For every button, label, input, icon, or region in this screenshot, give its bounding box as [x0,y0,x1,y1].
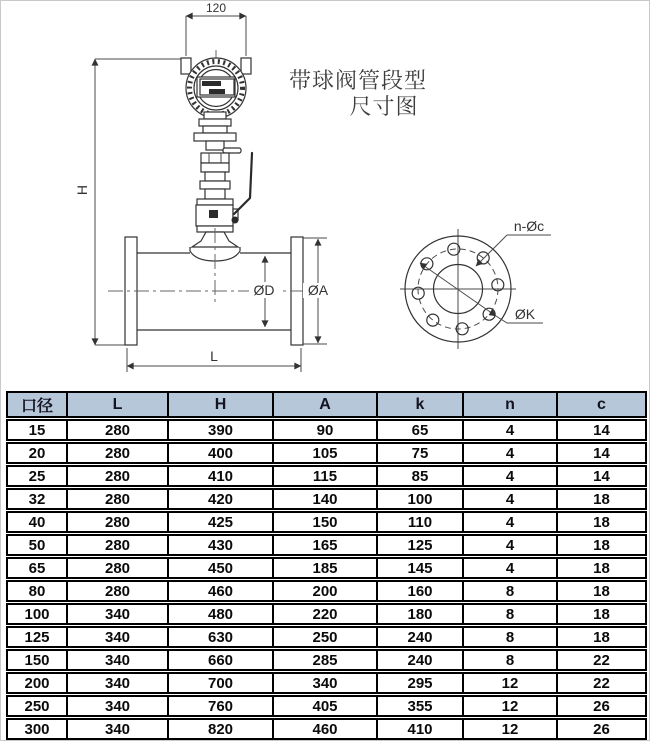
table-cell: 340 [66,603,167,625]
table-cell: 340 [272,672,376,694]
table-cell: 4 [462,419,556,441]
table-header-cell: k [376,391,462,418]
table-header-cell: n [462,391,556,418]
table-cell: 280 [66,419,167,441]
table-row [6,419,647,441]
table-row [6,672,647,694]
table-cell: 14 [556,419,647,441]
table-cell: 12 [462,718,556,740]
table-cell: 18 [556,511,647,533]
table-row [6,626,647,648]
table-row [6,488,647,510]
table-row [6,511,647,533]
drawing-title-line1: 带球阀管段型 [288,68,428,93]
table-cell: 145 [376,557,462,579]
table-row [6,718,647,740]
table-cell: 8 [462,603,556,625]
table-cell: 400 [167,442,272,464]
table-cell: 8 [462,580,556,602]
petcock-handle [223,148,241,153]
table-cell: 280 [66,442,167,464]
drawing-title [289,68,427,119]
table-cell: 12 [462,695,556,717]
table-row [6,649,647,671]
hex-nut-upper [201,153,229,163]
table-cell: 390 [167,419,272,441]
table-cell: 280 [66,557,167,579]
table-cell: 150 [6,649,66,671]
table-header-cell: 口径 [6,391,66,418]
table-cell: 80 [6,580,66,602]
table-cell: 100 [376,488,462,510]
table-row [6,695,647,717]
table-cell: 25 [6,465,66,487]
table-cell: 410 [376,718,462,740]
head-left-ear [181,58,191,74]
table-cell: 280 [66,465,167,487]
table-cell: 160 [376,580,462,602]
table-cell: 185 [272,557,376,579]
table-cell: 240 [376,649,462,671]
table-cell: 115 [272,465,376,487]
table-cell: 240 [376,626,462,648]
table-cell: 50 [6,534,66,556]
table-cell: 280 [66,511,167,533]
table-cell: 110 [376,511,462,533]
table-cell: 340 [66,695,167,717]
table-cell: 660 [167,649,272,671]
table-cell: 200 [6,672,66,694]
table-row [6,580,647,602]
table-header-cell: A [272,391,376,418]
table-cell: 20 [6,442,66,464]
table-cell: 460 [167,580,272,602]
table-cell: 405 [272,695,376,717]
table-cell: 340 [66,626,167,648]
stem-flange-disc [194,133,236,141]
table-cell: 150 [272,511,376,533]
table-cell: 26 [556,695,647,717]
table-cell: 14 [556,465,647,487]
pipe-bore-label: ØD [253,282,275,298]
table-cell: 340 [66,649,167,671]
dim-top-width [186,1,246,56]
table-cell: 18 [556,626,647,648]
table-cell: 12 [462,672,556,694]
table-cell: 280 [66,580,167,602]
table-header-row [6,391,647,418]
table-cell: 90 [272,419,376,441]
table-cell: 4 [462,534,556,556]
table-cell: 15 [6,419,66,441]
table-cell: 40 [6,511,66,533]
table-cell: 760 [167,695,272,717]
table-cell: 85 [376,465,462,487]
table-row [6,557,647,579]
table-cell: 355 [376,695,462,717]
table-cell: 4 [462,557,556,579]
table-cell: 22 [556,672,647,694]
table-cell: 280 [66,488,167,510]
table-cell: 125 [376,534,462,556]
table-cell: 460 [272,718,376,740]
table-cell: 4 [462,488,556,510]
table-cell: 14 [556,442,647,464]
bolt-circle-label: ØK [514,306,536,322]
table-row [6,603,647,625]
table-cell: 280 [66,534,167,556]
table-cell: 630 [167,626,272,648]
table-header-cell: L [66,391,167,418]
dim-flange-od [303,238,334,344]
table-cell: 250 [6,695,66,717]
table-cell: 250 [272,626,376,648]
ball-valve-lever [234,153,252,214]
table-cell: 425 [167,511,272,533]
table-cell: 105 [272,442,376,464]
table-cell: 22 [556,649,647,671]
dimension-table [6,390,647,741]
leader-bolt-holes [476,218,551,266]
table-cell: 65 [376,419,462,441]
table-cell: 32 [6,488,66,510]
table-cell: 165 [272,534,376,556]
table-cell: 8 [462,626,556,648]
table-cell: 125 [6,626,66,648]
valve-stem [194,112,241,199]
table-cell: 8 [462,649,556,671]
table-header-cell: c [556,391,647,418]
dim-pipe-bore [249,256,280,327]
table-cell: 340 [66,718,167,740]
flowmeter-side-view [74,1,334,372]
dim-H-label: H [74,184,90,196]
table-cell: 430 [167,534,272,556]
table-cell: 480 [167,603,272,625]
table-cell: 4 [462,465,556,487]
bolt-holes-label: n-Øc [513,218,545,234]
table-cell: 285 [272,649,376,671]
table-row [6,534,647,556]
dim-length [127,348,301,372]
table-cell: 18 [556,580,647,602]
length-label: L [210,348,218,364]
table-cell: 100 [6,603,66,625]
table-cell: 140 [272,488,376,510]
flange-od-label: ØA [307,282,329,298]
table-cell: 4 [462,442,556,464]
table-cell: 18 [556,534,647,556]
table-cell: 820 [167,718,272,740]
hex-nut-lower [201,163,229,172]
dim-bolt-circle [420,263,543,323]
table-cell: 295 [376,672,462,694]
table-cell: 410 [167,465,272,487]
table-cell: 200 [272,580,376,602]
drawing-title-line2: 尺寸图 [349,94,419,119]
table-cell: 340 [66,672,167,694]
dimension-table-body [6,419,647,740]
head-right-ear [241,58,251,74]
table-row [6,442,647,464]
table-cell: 26 [556,718,647,740]
table-cell: 700 [167,672,272,694]
table-cell: 18 [556,603,647,625]
table-cell: 4 [462,511,556,533]
table-cell: 450 [167,557,272,579]
table-cell: 220 [272,603,376,625]
table-cell: 65 [6,557,66,579]
table-cell: 300 [6,718,66,740]
table-cell: 180 [376,603,462,625]
dim-120-label: 120 [205,1,227,15]
table-cell: 18 [556,488,647,510]
table-row [6,465,647,487]
table-header-cell: H [167,391,272,418]
table-cell: 75 [376,442,462,464]
table-cell: 18 [556,557,647,579]
flange-front-view [400,218,551,349]
table-cell: 420 [167,488,272,510]
